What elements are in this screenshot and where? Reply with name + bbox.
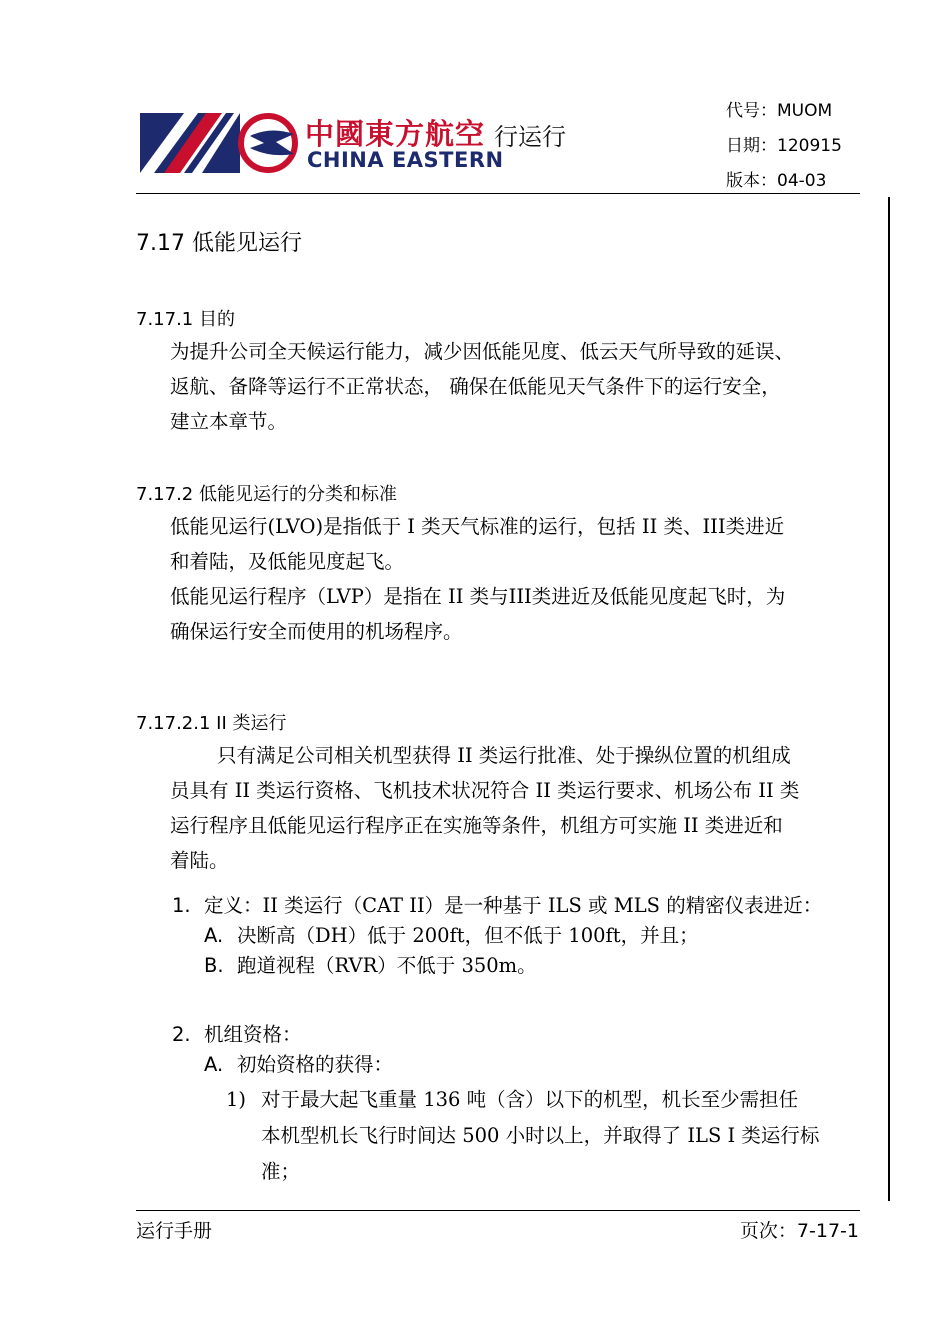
doc-code: 代号：MUOM xyxy=(726,101,833,121)
text-line: 低能见运行程序（LVP）是指在 II 类与III类进近及低能见度起飞时，为 xyxy=(170,585,786,608)
doc-date: 日期：120915 xyxy=(726,136,842,156)
logo-english-text: CHINA EASTERN xyxy=(307,148,504,172)
header-rule xyxy=(136,193,860,194)
list-item-definition xyxy=(172,891,822,921)
list-item-initial-qualification xyxy=(204,1050,393,1080)
list-letter: A. xyxy=(204,924,224,947)
list-number: 2. xyxy=(172,1023,191,1046)
text-line: 低能见运行(LVO)是指低于 I 类天气标准的运行，包括 II 类、III类进近 xyxy=(170,515,785,538)
list-number: 1. xyxy=(172,894,191,917)
list-item-captain-requirement xyxy=(261,1082,861,1190)
footer-page-number: 页次：7-17-1 xyxy=(739,1220,859,1242)
text-line: 对于最大起飞重量 136 吨（含）以下的机型，机长至少需担任 xyxy=(261,1088,799,1111)
paragraph-cat2 xyxy=(170,738,860,878)
text-line: 准； xyxy=(261,1160,301,1183)
paragraph-classification xyxy=(170,509,860,649)
footer-rule xyxy=(136,1210,860,1211)
text-line: 建立本章节。 xyxy=(170,410,288,433)
text-line: 确保运行安全而使用的机场程序。 xyxy=(170,620,463,643)
list-text: 机组资格： xyxy=(204,1023,302,1046)
text-line: 本机型机长飞行时间达 500 小时以上，并取得了 ILS I 类运行标 xyxy=(261,1124,820,1147)
text-line: 只有满足公司相关机型获得 II 类运行批准、处于操纵位置的机组成 xyxy=(217,744,791,767)
logo-chinese-text: 中國東方航空 xyxy=(305,117,486,151)
list-text: 定义：II 类运行（CAT II）是一种基于 ILS 或 MLS 的精密仪表进近： xyxy=(204,894,823,917)
text-line: 和着陆，及低能见度起飞。 xyxy=(170,550,405,573)
list-item-dh xyxy=(204,921,699,951)
list-number-sub: 1) xyxy=(226,1088,247,1111)
list-letter: B. xyxy=(204,954,224,977)
document-title: 行运行 xyxy=(494,123,566,151)
list-text: 初始资格的获得： xyxy=(237,1053,394,1076)
doc-version: 版本：04-03 xyxy=(726,171,827,191)
subsection-title-classification: 7.17.2 低能见运行的分类和标准 xyxy=(136,484,397,505)
list-text: 跑道视程（RVR）不低于 350m。 xyxy=(237,954,537,977)
text-line: 员具有 II 类运行资格、飞机技术状况符合 II 类运行要求、机场公布 II 类 xyxy=(170,779,800,802)
text-line: 返航、备降等运行不正常状态， 确保在低能见天气条件下的运行安全， xyxy=(170,375,781,398)
list-text: 决断高（DH）低于 200ft，但不低于 100ft，并且； xyxy=(237,924,699,947)
subsection-title-cat2: 7.17.2.1 II 类运行 xyxy=(136,713,287,734)
list-item-crew-qualification xyxy=(172,1020,302,1050)
list-item-rvr xyxy=(204,951,537,981)
text-line: 为提升公司全天候运行能力，减少因低能见度、低云天气所导致的延误、 xyxy=(170,340,795,363)
footer-manual-name: 运行手册 xyxy=(136,1220,213,1242)
change-bar xyxy=(888,197,890,1201)
section-title: 7.17 低能见运行 xyxy=(136,231,302,256)
text-line: 着陆。 xyxy=(170,849,229,872)
subsection-title-purpose: 7.17.1 目的 xyxy=(136,309,235,330)
text-line: 运行程序且低能见运行程序正在实施等条件，机组方可实施 II 类进近和 xyxy=(170,814,783,837)
paragraph-purpose xyxy=(170,334,860,439)
list-letter: A. xyxy=(204,1053,224,1076)
swallow-emblem-icon xyxy=(236,112,302,174)
